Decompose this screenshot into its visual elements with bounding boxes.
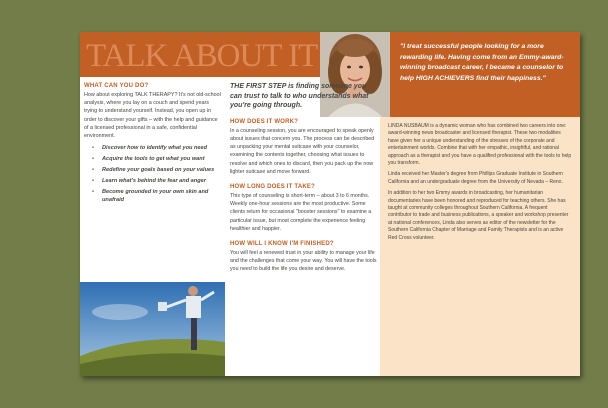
bullet-text: Become grounded in your own skin and unafraid xyxy=(102,189,209,204)
section-heading: HOW WILL I KNOW I'M FINISHED? xyxy=(230,241,334,248)
bullet-icon: • xyxy=(92,145,94,152)
section-heading: HOW DOES IT WORK? xyxy=(230,118,299,125)
title-banner xyxy=(80,32,320,77)
how-it-works-section xyxy=(230,119,378,176)
bullet-text: Redefine your goals based on your values xyxy=(102,167,215,174)
section-body: In a counseling session, you are encouraged to speak openly about issues that concern you. The process can be described as unpacking your mental suitcase with your counselor, examining the contents together, choosing what issues to resolve and which ones to discard, then you pack up the now lighter suitcase and move forward. xyxy=(230,127,375,175)
how-finished-section xyxy=(230,241,378,274)
what-can-you-do-heading: WHAT CAN YOU DO? xyxy=(84,83,149,89)
bullet-icon: • xyxy=(92,167,94,174)
quote-text: "I treat successful people looking for a more rewarding life. Having come from an Emmy-award-winning broadcast career, I became a counselor to help HIGH ACHIEVERS find their happiness." xyxy=(400,43,564,82)
first-step-callout: THE FIRST STEP is finding someone you can trust to talk to who understands what you're going through. xyxy=(230,83,369,110)
list-item xyxy=(92,144,221,152)
list-item xyxy=(92,155,221,163)
bio-paragraph: Linda received her Master's degree from Phillips Graduate Institute in Southern California and an undergraduate degree from the University of Nevada – Reno. xyxy=(388,171,563,185)
how-long-section xyxy=(230,184,378,233)
bullet-text: Discover how to identify what you need xyxy=(102,145,208,152)
brochure-spread xyxy=(80,32,580,376)
list-item xyxy=(92,177,221,185)
benefits-list xyxy=(84,144,221,204)
bio-paragraph: LINDA NUSBAUM is a dynamic woman who has combined two careers into one: award-winning news broadcaster and licensed therapist. These two modalities have given her a unique understanding of the stresses of the corporate and entertainment worlds. Combine that with her empathic, insightful, and rational approach as a therapist and you have a qualified professional with the tools to help you transform. xyxy=(388,123,572,167)
list-item xyxy=(92,188,221,204)
banner-title: TALK ABOUT IT xyxy=(86,38,318,74)
section-body: You will feel a renewed trust in your ability to manage your life and the challenges that come your way. You will have the tools you need to build the life you desire and deserve. xyxy=(230,250,377,273)
quote-panel xyxy=(390,32,580,117)
bio-paragraph: In addition to her two Emmy awards in broadcasting, her humanitarian documentaries have been honored and reproduced for teaching others. She has taught at community colleges throughout Southern California. A frequent contributor to trade and business publications, a speaker and workshop presenter at national conferences, Linda also serves as editor of the newsletter for the Southern California Chapter of Marriage and Family Therapists and is an active Red Cross volunteer. xyxy=(388,190,569,241)
section-body: This type of counseling is short-term – about 3 to 6 months. Weekly one-hour sessions are the most productive. Some clients return for occasional "booster sessions" to examine a particular issue, but most complete the experience feeling healthier and happier. xyxy=(230,193,372,232)
bullet-text: Learn what's behind the fear and anger xyxy=(102,178,206,185)
list-item xyxy=(92,166,221,174)
bullet-icon: • xyxy=(92,178,94,185)
bio-column xyxy=(380,117,580,376)
bio-text xyxy=(388,123,572,242)
section-heading: HOW LONG DOES IT TAKE? xyxy=(230,184,315,190)
man-on-hill-photo xyxy=(80,282,225,376)
bullet-icon: • xyxy=(92,156,94,163)
bullet-text: Acquire the tools to get what you want xyxy=(102,156,205,163)
intro-paragraph: How about exploring TALK THERAPY? It's not old-school analysis, where you lay on a couch and spend years trying to understand yourself. Instead, you open up in order to discover your gifts – with the help and guidance of a licensed professional in a safe, confidential environment. xyxy=(84,92,221,140)
bullet-icon: • xyxy=(92,189,94,196)
middle-column xyxy=(230,82,380,376)
